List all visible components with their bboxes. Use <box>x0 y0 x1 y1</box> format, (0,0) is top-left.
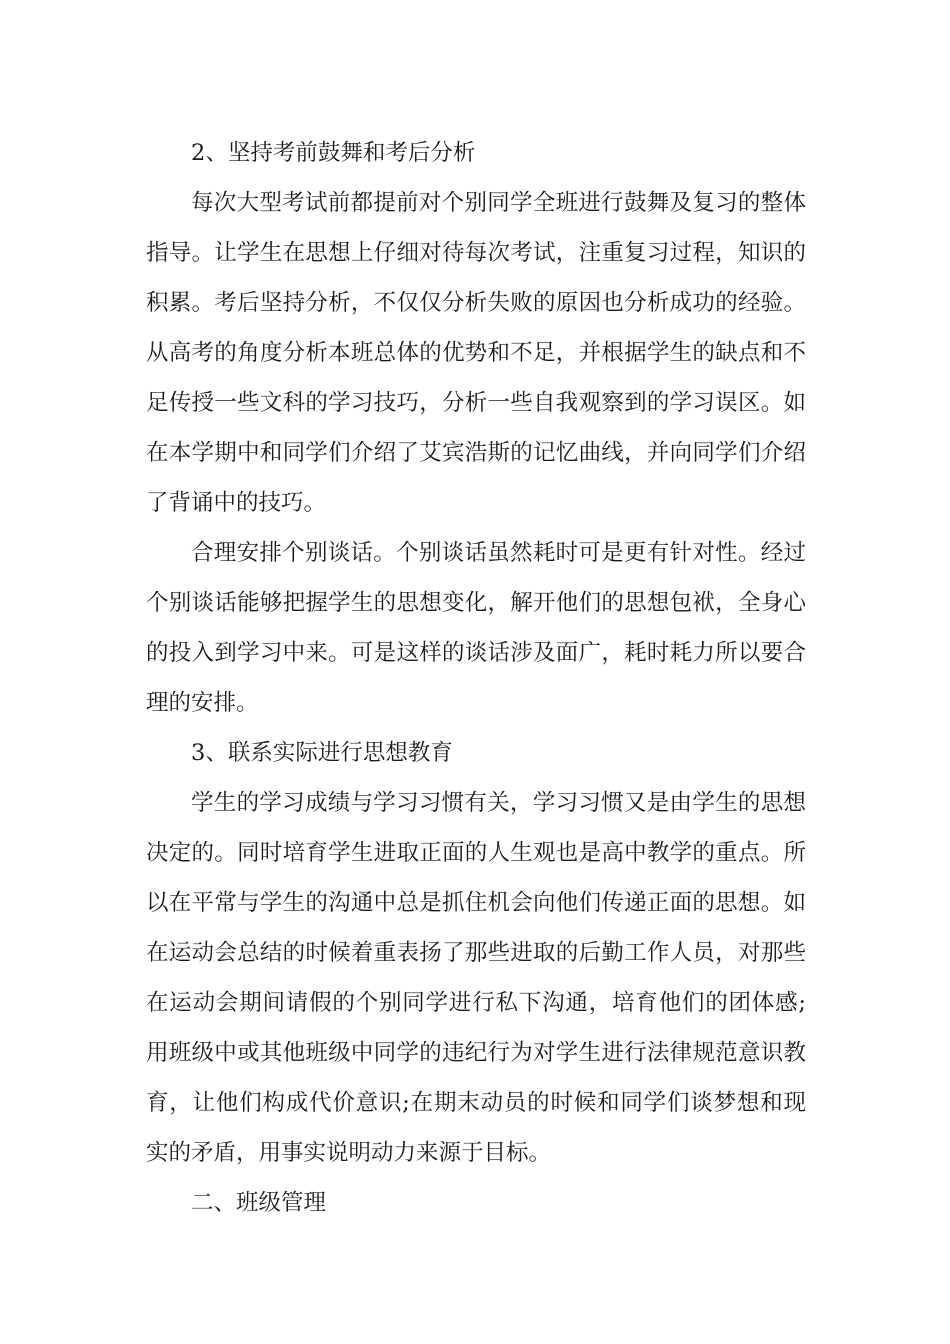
paragraph-exam-guidance: 每次大型考试前都提前对个别同学全班进行鼓舞及复习的整体指导。让学生在思想上仔细对待每次考试，注重复习过程，知识的积累。考后坚持分析，不仅仅分析失败的原因也分析成功的经验。从高考的角度分析本班总体的优势和不足，并根据学生的缺点和不足传授一些文科的学习技巧，分析一些自我观察到的学习误区。如在本学期中和同学们介绍了艾宾浩斯的记忆曲线，并向同学们介绍了背诵中的技巧。 <box>146 190 806 516</box>
paragraph-ideological-education: 学生的学习成绩与学习习惯有关，学习习惯又是由学生的思想决定的。同时培育学生进取正面的人生观也是高中教学的重点。所以在平常与学生的沟通中总是抓住机会向他们传递正面的思想。如在运动会总结的时候着重表扬了那些进取的后勤工作人员，对那些在运动会期间请假的个别同学进行私下沟通，培育他们的团体感;用班级中或其他班级中同学的违纪行为对学生进行法律规范意识教育，让他们构成代价意识;在期末动员的时候和同学们谈梦想和现实的矛盾，用事实说明动力来源于目标。 <box>146 790 806 1166</box>
section-heading-2: 2、坚持考前鼓舞和考后分析 <box>191 140 476 166</box>
section-heading-3: 3、联系实际进行思想教育 <box>191 740 453 766</box>
document-body <box>146 128 806 1228</box>
paragraph-individual-talks: 合理安排个别谈话。个别谈话虽然耗时可是更有针对性。经过个别谈话能够把握学生的思想变化，解开他们的思想包袱，全身心的投入到学习中来。可是这样的谈话涉及面广，耗时耗力所以要合理的安排。 <box>146 540 806 716</box>
chapter-heading-class-management: 二、班级管理 <box>191 1190 327 1216</box>
